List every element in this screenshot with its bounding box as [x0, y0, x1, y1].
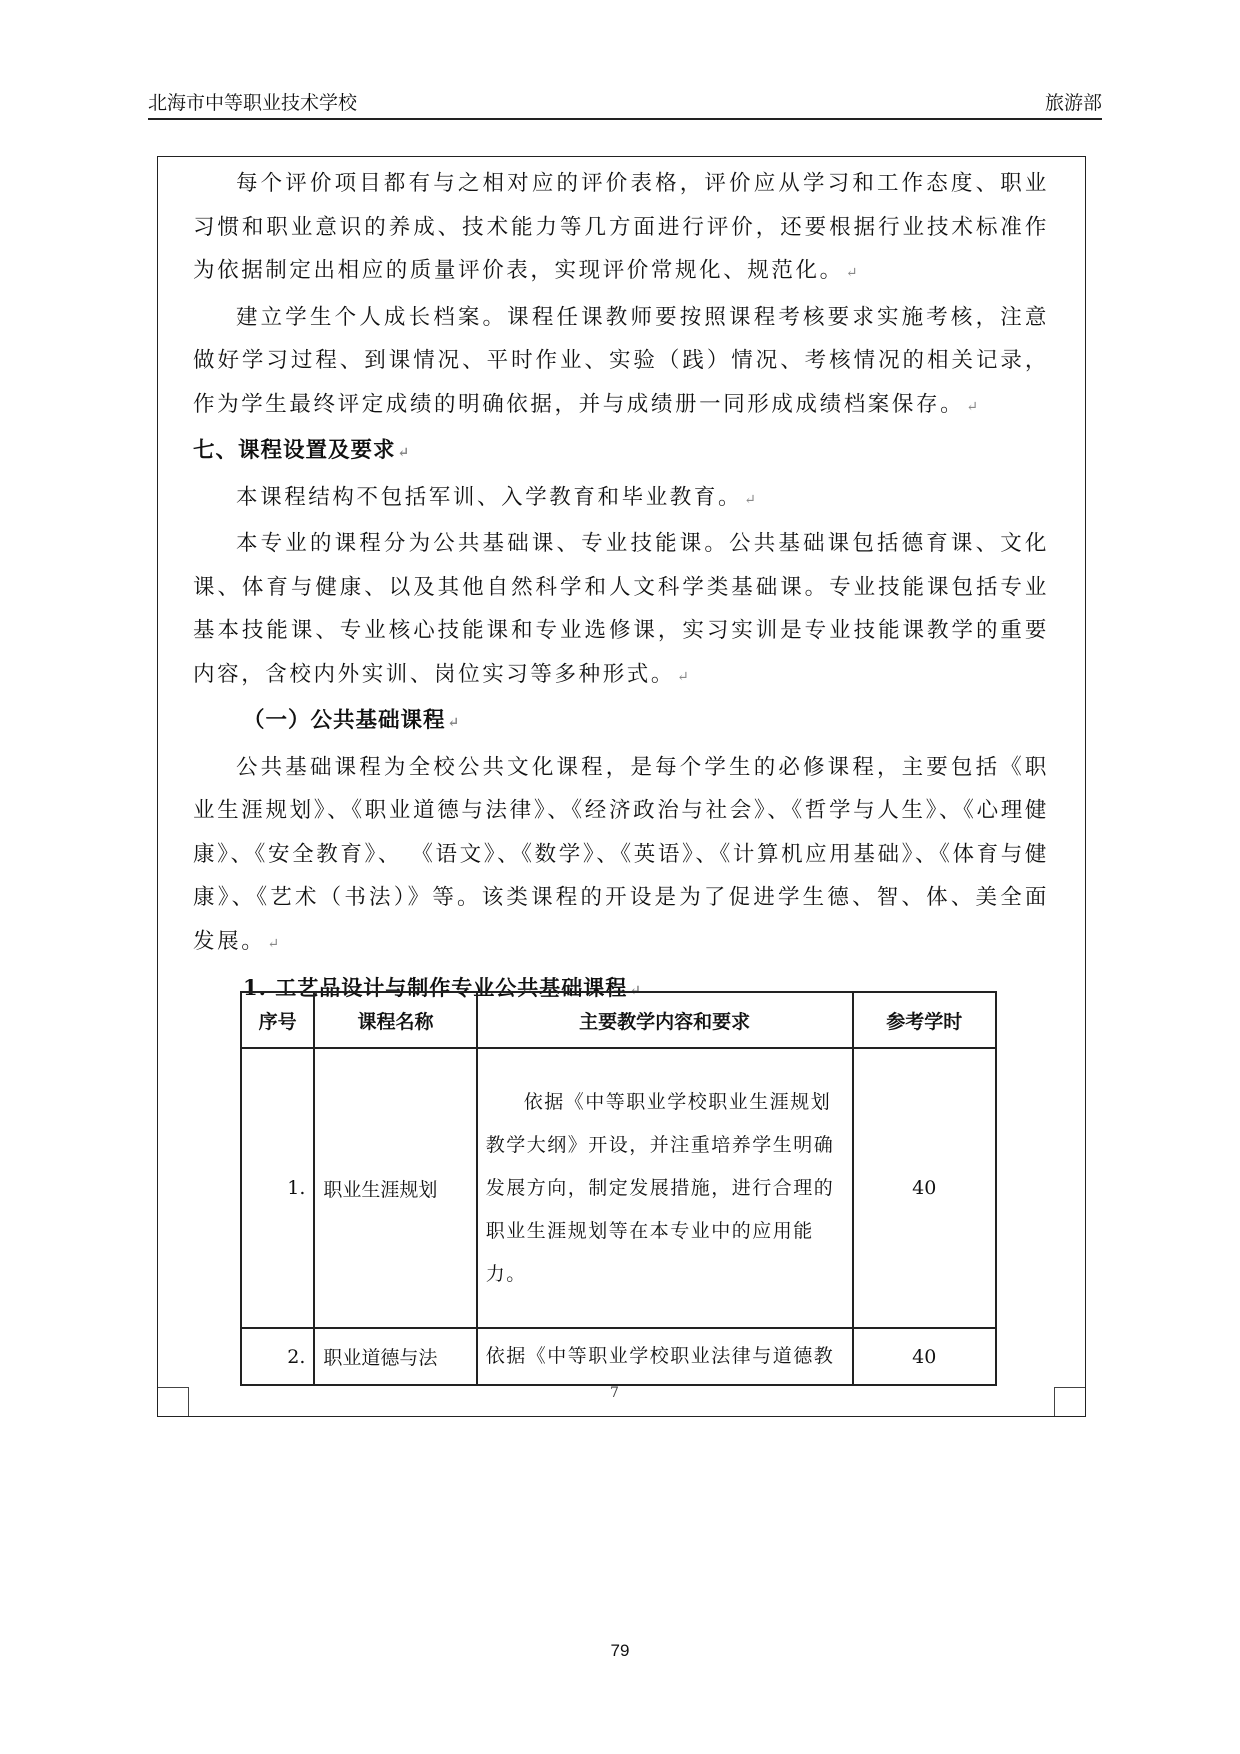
inner-page-number: 7: [610, 1385, 619, 1401]
paragraph-course-categories: 本专业的课程分为公共基础课、专业技能课。公共基础课包括德育课、文化课、体育与健康、以及其他自然科学和人文科学类基础课。专业技能课包括专业基本技能课、专业核心技能课和专业选修课，实习实训是专业技能课教学的重要内容，含校内外实训、岗位实习等多种形式。 ↵: [193, 531, 1049, 687]
paragraph-public-courses: 公共基础课程为全校公共文化课程，是每个学生的必修课程，主要包括《职业生涯规划》、《职业道德与法律》、《经济政治与社会》、《哲学与人生》、《心理健康》、《安全教育》、 《语文》、《数学》、《英语》、《计算机应用基础》、《体育与健康》、《艺术（书法）》等。该类课程的开设是为了促进学生德、智、体、美全面发展。 ↵: [193, 754, 1049, 954]
page-number: 79: [610, 1641, 630, 1660]
section-heading: 七、课程设置及要求 ↵: [193, 438, 410, 463]
header-course-name: 课程名称: [314, 992, 476, 1048]
header-number: 序号: [241, 992, 314, 1048]
table-heading: 1. 工艺品设计与制作专业公共基础课程 ↵: [243, 975, 641, 1000]
cell-number: 1.: [241, 1048, 314, 1328]
header-content: 主要教学内容和要求: [477, 992, 853, 1048]
cell-content: 依据《中等职业学校职业法律与道德教: [477, 1328, 853, 1385]
subsection-heading: （一）公共基础课程 ↵: [243, 708, 460, 733]
cell-course-name: 职业道德与法: [314, 1328, 476, 1385]
school-name: 北海市中等职业技术学校: [148, 92, 358, 114]
paragraph-evaluation-forms: 每个评价项目都有与之相对应的评价表格，评价应从学习和工作态度、职业习惯和职业意识的养成、技术能力等几方面进行评价，还要根据行业技术标准作为依据制定出相应的质量评价表，实现评价常规化、规范化。 ↵: [193, 171, 1049, 283]
table-row: [241, 1048, 996, 1328]
department-name: 旅游部: [1044, 92, 1102, 114]
table-row: [241, 1328, 996, 1385]
cell-course-name: 职业生涯规划: [314, 1048, 476, 1328]
cell-content: 依据《中等职业学校职业生涯规划教学大纲》开设，并注重培养学生明确发展方向，制定发展措施，进行合理的职业生涯规划等在本专业中的应用能力。: [477, 1048, 853, 1328]
paragraph-growth-records: 建立学生个人成长档案。课程任课教师要按照课程考核要求实施考核，注意做好学习过程、到课情况、平时作业、实验（践）情况、考核情况的相关记录，作为学生最终评定成绩的明确依据，并与成绩册一同形成成绩档案保存。 ↵: [193, 304, 1049, 417]
crop-mark-bottom-right: [1054, 1387, 1085, 1416]
crop-mark-bottom-left: [158, 1387, 189, 1416]
cell-hours: 40: [853, 1328, 996, 1385]
table-header-row: [241, 992, 996, 1048]
course-table: [240, 991, 997, 1386]
document-body: [193, 162, 1049, 1014]
page-header: [148, 86, 1102, 120]
cell-hours: 40: [853, 1048, 996, 1328]
cell-number: 2.: [241, 1328, 314, 1385]
header-hours: 参考学时: [853, 992, 996, 1048]
paragraph-course-structure: 本课程结构不包括军训、入学教育和毕业教育。 ↵: [236, 484, 756, 510]
